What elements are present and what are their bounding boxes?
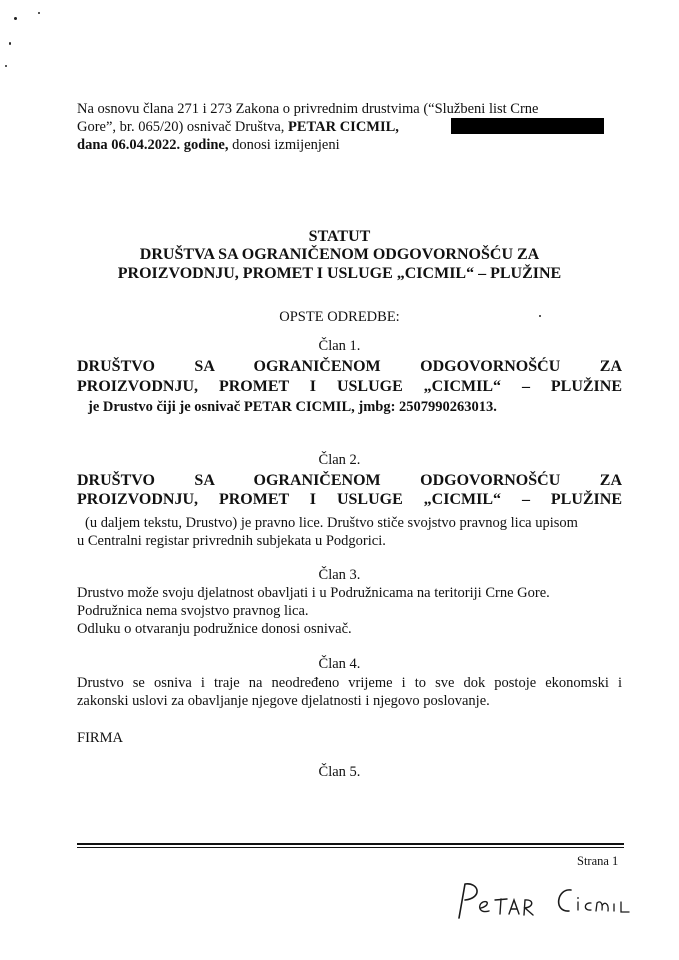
company-name-line-1: DRUŠTVA SA OGRANIČENOM ODGOVORNOŠĆU ZA [139,246,540,263]
document-title: STATUT [308,228,371,245]
scan-speck [38,12,40,14]
article-2-company-line-1: DRUŠTVO SA OGRANIČENOM ODGOVORNOŠĆU ZA [77,472,622,489]
decision-date: dana 06.04.2022. godine, [77,137,229,153]
scan-speck [9,42,11,45]
article-3-text-line-1: Drustvo može svoju djelatnost obavljati i u Podružnicama na teritoriji Crne Gore. [77,585,550,601]
signature-image [445,878,650,928]
article-4-text-line-2: zakonski uslovi za obavljanje njegove djelatnosti i njegovo poslovanje. [77,693,490,709]
intro-line-3 [77,136,340,154]
article-4-label: Član 4. [318,656,361,672]
article-2-text-line-2: u Centralni registar privrednih subjekata u Podgorici. [77,533,386,549]
section-heading-firm: FIRMA [77,730,123,746]
scan-speck [5,65,7,67]
article-5-label: Član 5. [318,764,361,780]
founder-name: PETAR CICMIL, [288,119,399,135]
page-number: Strana 1 [577,854,619,868]
redaction-bar [451,118,604,134]
article-3-text-line-3: Odluku o otvaranju podružnice donosi osnivač. [77,621,352,637]
article-4-text-line-1: Drustvo se osniva i traje na neodređeno vrijeme i to sve dok postoje ekonomski i [77,675,622,691]
intro-text: Gore”, br. 065/20) osnivač Društva, [77,119,289,135]
article-3-text-line-2: Podružnica nema svojstvo pravnog lica. [77,603,309,619]
intro-text: donosi izmijenjeni [228,137,340,153]
article-1-company-line-2: PROIZVODNJU, PROMET I USLUGE „CICMIL“ – PLUŽINE [77,378,622,395]
scan-speck [14,17,17,20]
article-3-label: Član 3. [318,567,361,583]
intro-line-2 [77,118,399,136]
company-name-line-2: PROIZVODNJU, PROMET I USLUGE „CICMIL“ – PLUŽINE [117,265,562,282]
article-1-company-line-1: DRUŠTVO SA OGRANIČENOM ODGOVORNOŠĆU ZA [77,358,622,375]
article-1-founder-line: je Drustvo čiji je osnivač PETAR CICMIL, jmbg: 2507990263013. [88,399,497,415]
section-heading-general: OPSTE ODREDBE: [279,309,400,325]
footer-rule-thin [77,847,624,848]
article-2-company-line-2: PROIZVODNJU, PROMET I USLUGE „CICMIL“ – PLUŽINE [77,491,622,508]
article-1-label: Član 1. [318,338,361,354]
intro-line-1: Na osnovu člana 271 i 273 Zakona o privrednim drustvima (“Službeni list Crne [77,101,539,117]
article-2-text-line-1: (u daljem tekstu, Drustvo) je pravno lice. Društvo stiče svojstvo pravnog lica upisom [85,515,578,531]
article-2-label: Član 2. [318,452,361,468]
footer-rule-thick [77,843,624,845]
